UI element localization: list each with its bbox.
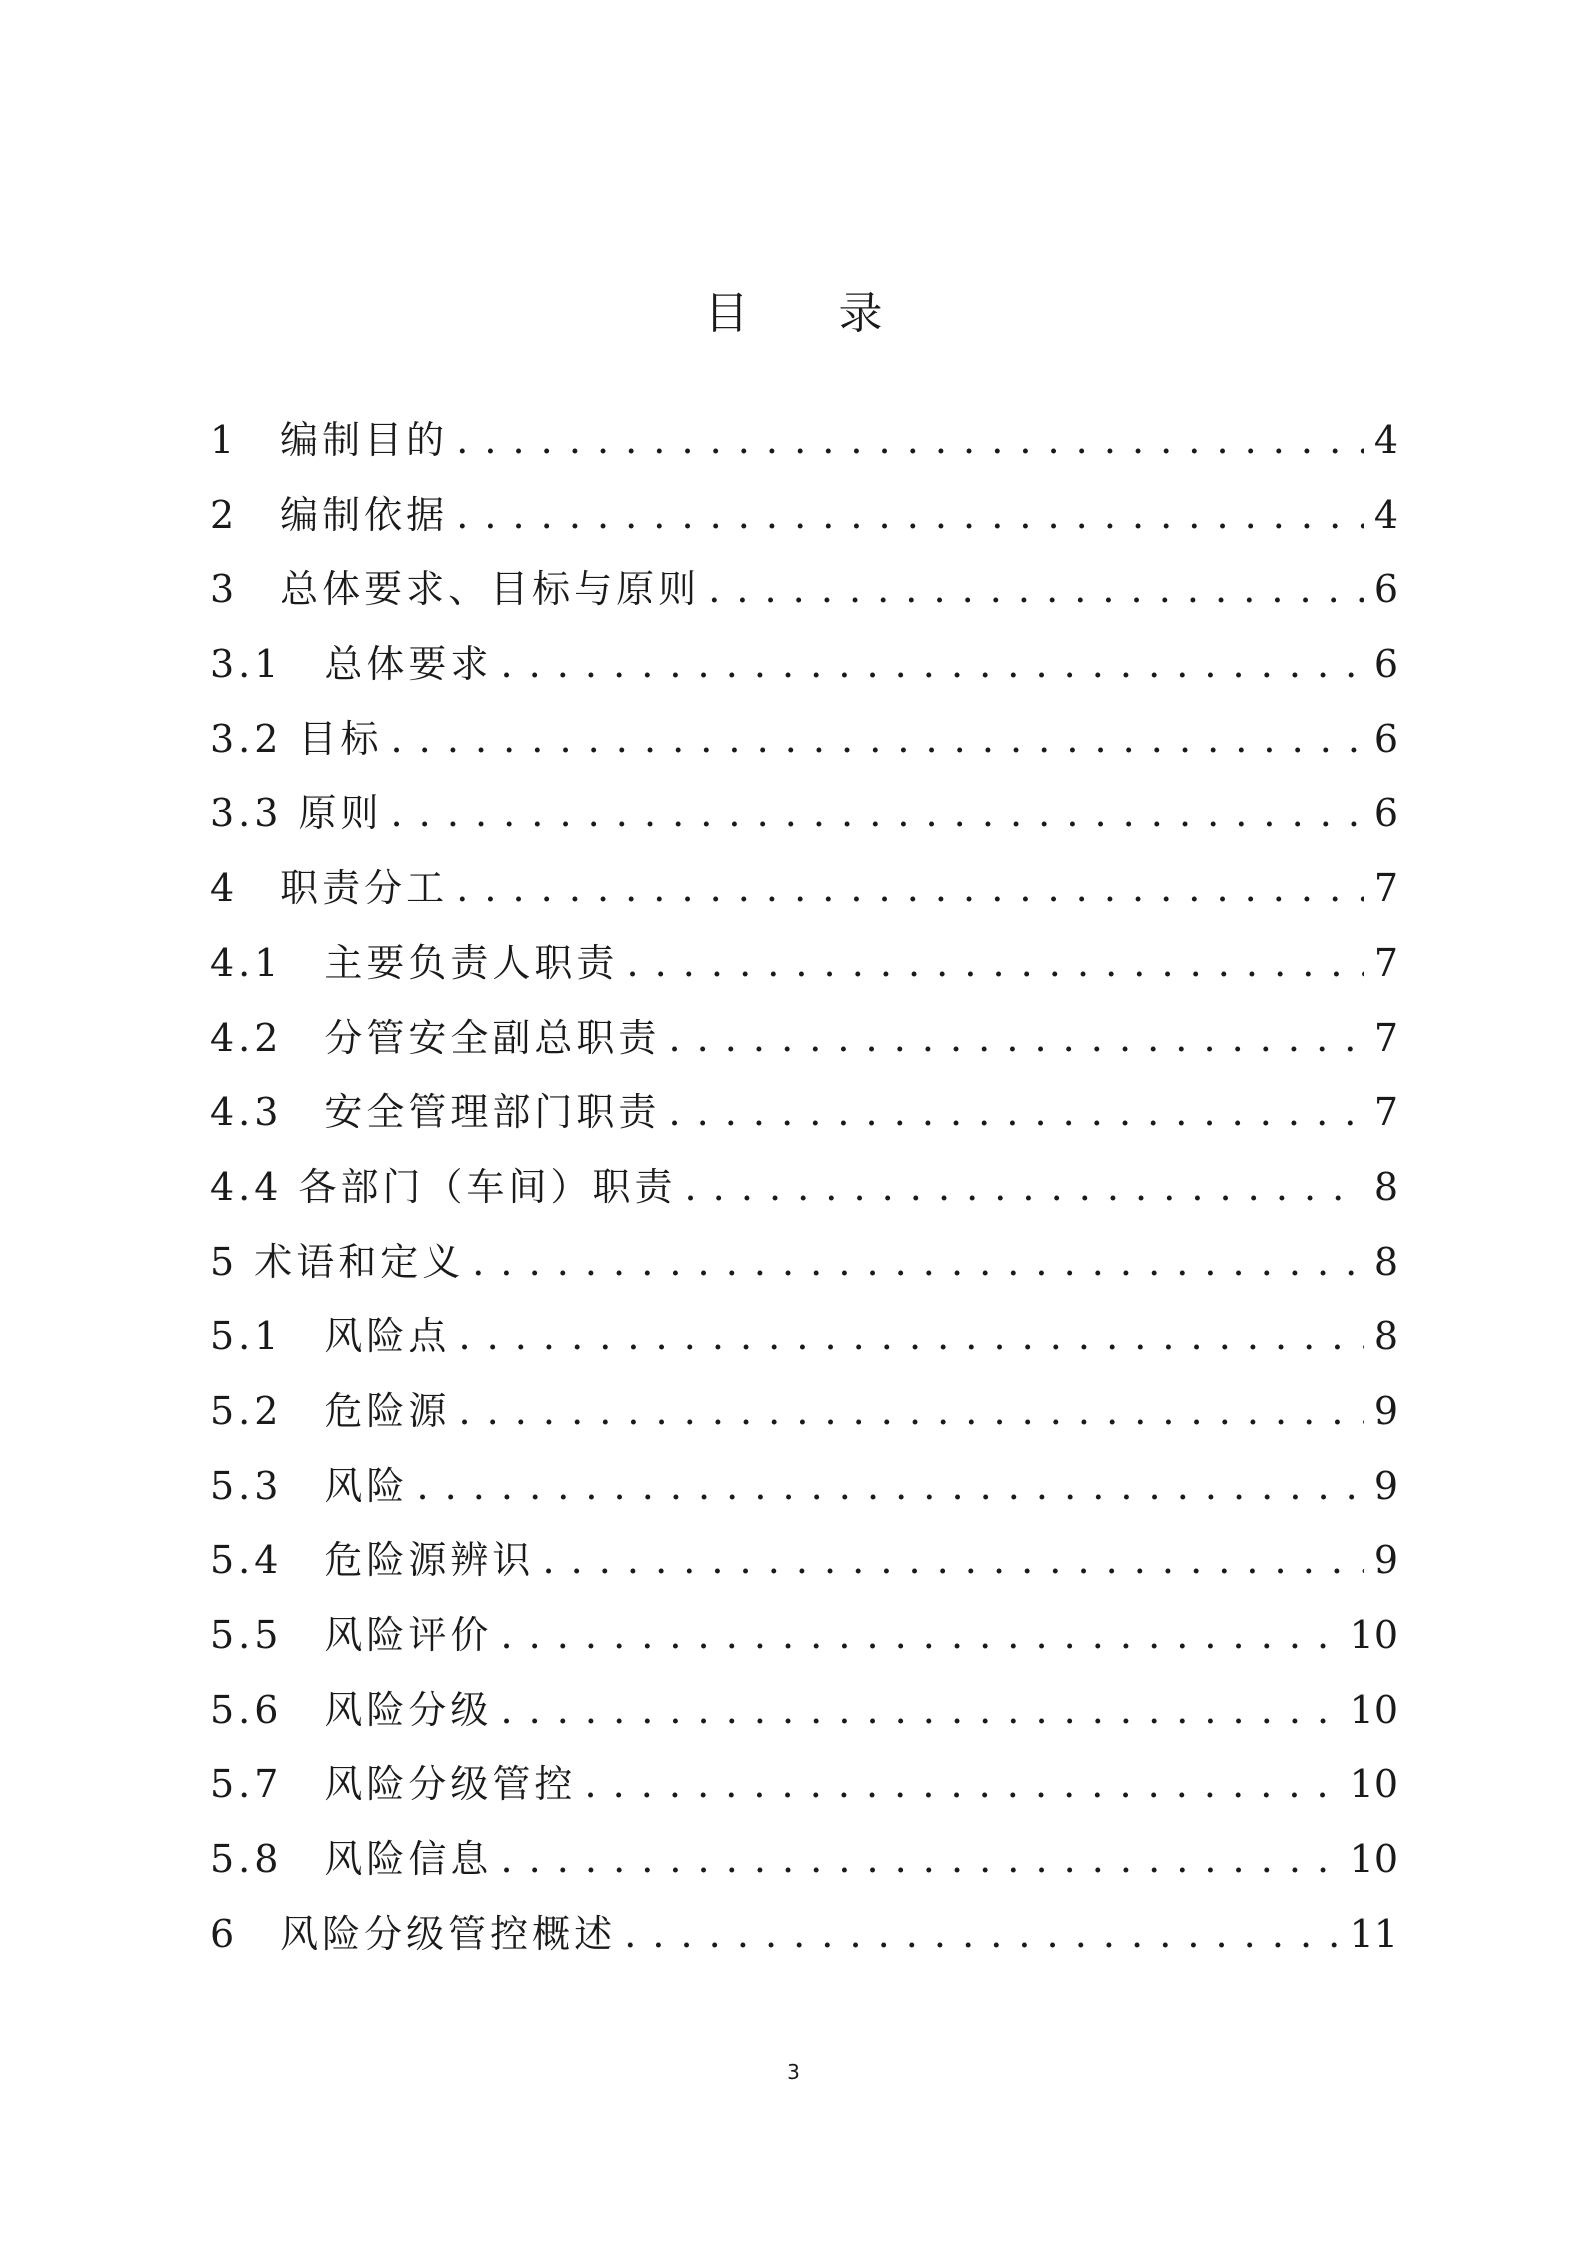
toc-leader-dots: [416, 1456, 1363, 1516]
toc-entry-page: 10: [1349, 1613, 1398, 1657]
toc-entry-label: 3.2 目标: [210, 716, 383, 761]
toc-entry-label: 5.7 风险分级管控: [210, 1762, 577, 1807]
toc-entry-page: 7: [1373, 1015, 1398, 1060]
page-number: 3: [787, 2060, 800, 2084]
toc-list: [210, 410, 1398, 1978]
toc-entry[interactable]: [210, 933, 1398, 1008]
toc-entry-page: 9: [1373, 1538, 1398, 1583]
toc-entry[interactable]: [210, 1008, 1398, 1083]
toc-entry[interactable]: [210, 1829, 1398, 1904]
toc-entry-page: 10: [1349, 1837, 1398, 1882]
toc-entry[interactable]: [210, 1904, 1398, 1979]
toc-entry-label: 3 总体要求、目标与原则: [210, 567, 701, 612]
toc-entry[interactable]: [210, 1754, 1398, 1829]
toc-leader-dots: [456, 858, 1364, 918]
toc-entry[interactable]: [210, 1157, 1398, 1232]
toc-entry-page: 8: [1373, 1314, 1398, 1359]
toc-leader-dots: [626, 933, 1363, 993]
toc-entry[interactable]: [210, 858, 1398, 933]
toc-leader-dots: [456, 485, 1364, 545]
toc-leader-dots: [500, 1829, 1339, 1889]
toc-entry-page: 8: [1373, 1239, 1398, 1284]
toc-entry[interactable]: [210, 709, 1398, 784]
toc-entry[interactable]: [210, 1680, 1398, 1755]
toc-entry[interactable]: [210, 634, 1398, 709]
toc-entry[interactable]: [210, 783, 1398, 858]
toc-entry-label: 5.4 危险源辨识: [210, 1538, 535, 1583]
toc-entry-label: 4.1 主要负责人职责: [210, 940, 619, 985]
toc-leader-dots: [500, 634, 1363, 694]
toc-entry[interactable]: [210, 1605, 1398, 1680]
toc-entry-page: 7: [1373, 866, 1398, 911]
toc-entry-page: 8: [1373, 1164, 1398, 1209]
toc-entry-label: 3.1 总体要求: [210, 642, 493, 687]
toc-leader-dots: [584, 1754, 1339, 1814]
toc-entry-label: 4.2 分管安全副总职责: [210, 1015, 661, 1060]
toc-entry-page: 7: [1373, 1090, 1398, 1135]
toc-entry-label: 5.8 风险信息: [210, 1837, 493, 1882]
toc-leader-dots: [391, 709, 1364, 769]
toc-entry-page: 6: [1373, 716, 1398, 761]
toc-leader-dots: [624, 1904, 1339, 1964]
toc-entry[interactable]: [210, 1306, 1398, 1381]
toc-leader-dots: [458, 1381, 1363, 1441]
toc-leader-dots: [500, 1605, 1339, 1665]
toc-entry-label: 1 编制目的: [210, 418, 449, 462]
toc-entry-label: 4.4 各部门（车间）职责: [210, 1164, 677, 1209]
toc-entry-label: 4 职责分工: [210, 866, 449, 911]
toc-entry[interactable]: [210, 410, 1398, 485]
toc-entry-page: 9: [1373, 1463, 1398, 1508]
toc-entry-page: 11: [1349, 1911, 1398, 1956]
toc-leader-dots: [391, 783, 1364, 843]
toc-entry-page: 4: [1373, 418, 1398, 462]
toc-entry-page: 10: [1349, 1687, 1398, 1732]
toc-entry[interactable]: [210, 1530, 1398, 1605]
toc-leader-dots: [685, 1157, 1364, 1217]
toc-entry-page: 4: [1373, 492, 1398, 537]
toc-entry-page: 9: [1373, 1388, 1398, 1433]
toc-entry[interactable]: [210, 1381, 1398, 1456]
page-title: 目 录: [704, 288, 921, 339]
toc-entry[interactable]: [210, 559, 1398, 634]
toc-entry-label: 5.5 风险评价: [210, 1613, 493, 1657]
toc-leader-dots: [458, 1306, 1363, 1366]
toc-leader-dots: [472, 1232, 1364, 1292]
toc-leader-dots: [668, 1082, 1363, 1142]
toc-entry-label: 5.3 风险: [210, 1463, 409, 1508]
toc-leader-dots: [456, 410, 1364, 470]
toc-leader-dots: [668, 1008, 1363, 1068]
toc-entry-label: 5 术语和定义: [210, 1239, 465, 1284]
toc-entry[interactable]: [210, 1232, 1398, 1307]
toc-entry[interactable]: [210, 1456, 1398, 1531]
toc-entry-page: 7: [1373, 940, 1398, 985]
toc-entry-label: 5.2 危险源: [210, 1388, 451, 1433]
toc-entry-page: 6: [1373, 791, 1398, 836]
toc-entry-label: 6 风险分级管控概述: [210, 1911, 617, 1956]
toc-entry-label: 3.3 原则: [210, 791, 383, 836]
toc-entry[interactable]: [210, 485, 1398, 560]
toc-entry-page: 6: [1373, 567, 1398, 612]
toc-entry[interactable]: [210, 1082, 1398, 1157]
toc-entry-page: 10: [1349, 1762, 1398, 1807]
toc-entry-label: 5.1 风险点: [210, 1314, 451, 1359]
toc-entry-label: 2 编制依据: [210, 492, 449, 537]
toc-leader-dots: [708, 559, 1364, 619]
toc-leader-dots: [500, 1680, 1339, 1740]
toc-leader-dots: [542, 1530, 1363, 1590]
toc-entry-label: 4.3 安全管理部门职责: [210, 1090, 661, 1135]
toc-entry-label: 5.6 风险分级: [210, 1687, 493, 1732]
toc-entry-page: 6: [1373, 642, 1398, 687]
